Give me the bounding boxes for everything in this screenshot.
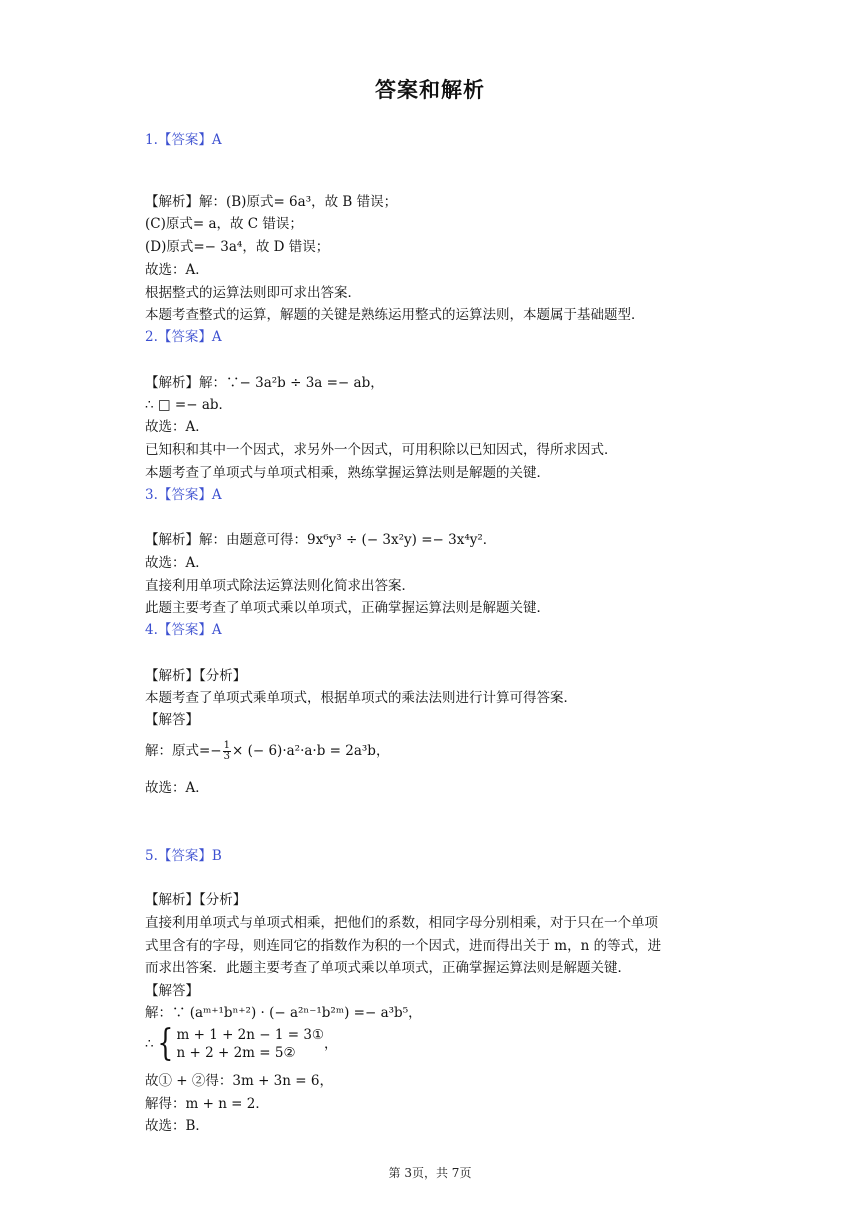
fraction-denominator: 3 — [223, 751, 230, 762]
q2-line: 故选：A． — [145, 419, 209, 435]
q4-formula-post: × (− 6)·a²·a·b = 2a³b， — [232, 743, 390, 759]
q5-line: 故① + ②得：3m + 3n = 6， — [145, 1073, 333, 1089]
equation-1: m + 1 + 2n − 1 = 3① — [176, 1027, 325, 1043]
q4-analysis-heading: 【解析】【分析】 — [145, 668, 247, 684]
system-suffix: ， — [324, 1036, 338, 1052]
q5-line: 式里含有的字母，则连同它的指数作为积的一个因式，进而得出关于 m，n 的等式，进 — [145, 938, 662, 954]
q1-line: 故选：A． — [145, 262, 209, 278]
q4-formula-pre: 解：原式=− — [145, 743, 222, 759]
q5-analysis-heading: 【解析】【分析】 — [145, 892, 247, 908]
q4-line: 故选：A． — [145, 780, 209, 796]
q1-answer: 1.【答案】A — [145, 132, 222, 148]
q4-solution-heading: 【解答】 — [145, 712, 199, 728]
q2-answer: 2.【答案】A — [145, 329, 222, 345]
q1-line: 根据整式的运算法则即可求出答案． — [145, 285, 361, 301]
q5-line: 直接利用单项式与单项式相乘，把他们的系数，相同字母分别相乘，对于只在一个单项 — [145, 915, 658, 931]
q2-line: 本题考查了单项式与单项式相乘，熟练掌握运算法则是解题的关键． — [145, 465, 550, 481]
fraction — [223, 741, 231, 762]
q1-line: 本题考查整式的运算，解题的关键是熟练运用整式的运算法则，本题属于基础题型． — [145, 307, 645, 323]
equation-list — [177, 1026, 325, 1062]
q5-answer: 5.【答案】B — [145, 848, 222, 864]
q1-line: (C)原式= a，故 C 错误； — [145, 216, 303, 232]
therefore-symbol: ∴ — [145, 1036, 154, 1052]
q3-line: 此题主要考查了单项式乘以单项式，正确掌握运算法则是解题关键． — [145, 600, 550, 616]
q5-line: 解得：m + n = 2． — [145, 1096, 269, 1112]
q3-line: 【解析】解：由题意可得：9x⁶y³ ÷ (− 3x²y) =− 3x⁴y²． — [145, 532, 497, 548]
q5-line: 故选：B． — [145, 1118, 209, 1134]
q1-line: 【解析】解：(B)原式= 6a³，故 B 错误； — [145, 194, 398, 210]
q5-line: 解：∵ (aᵐ⁺¹bⁿ⁺²) · (− a²ⁿ⁻¹b²ᵐ) =− a³b⁵， — [145, 1005, 422, 1021]
q3-answer: 3.【答案】A — [145, 487, 222, 503]
q1-line: (D)原式=− 3a⁴，故 D 错误； — [145, 239, 330, 255]
q4-formula-line — [145, 741, 389, 762]
q2-line: 已知积和其中一个因式，求另外一个因式，可用积除以已知因式，得所求因式． — [145, 442, 618, 458]
equation-2: n + 2 + 2m = 5② — [176, 1045, 296, 1061]
brace-symbol: { — [157, 1023, 174, 1064]
q2-line: 【解析】解：∵− 3a²b ÷ 3a =− ab， — [145, 375, 384, 391]
q4-line: 本题考查了单项式乘单项式，根据单项式的乘法法则进行计算可得答案． — [145, 690, 577, 706]
page-footer: 第 3页，共 7页 — [388, 1166, 472, 1180]
q4-answer: 4.【答案】A — [145, 622, 222, 638]
equation-system — [145, 1023, 338, 1064]
fraction-numerator: 1 — [223, 740, 230, 751]
page-title: 答案和解析 — [375, 78, 485, 102]
q3-line: 直接利用单项式除法运算法则化简求出答案． — [145, 578, 415, 594]
q5-solution-heading: 【解答】 — [145, 983, 199, 999]
q2-line: ∴ □ =− ab． — [145, 397, 233, 413]
q5-line: 而求出答案．此题主要考查了单项式乘以单项式，正确掌握运算法则是解题关键． — [145, 960, 631, 976]
q3-line: 故选：A． — [145, 555, 209, 571]
